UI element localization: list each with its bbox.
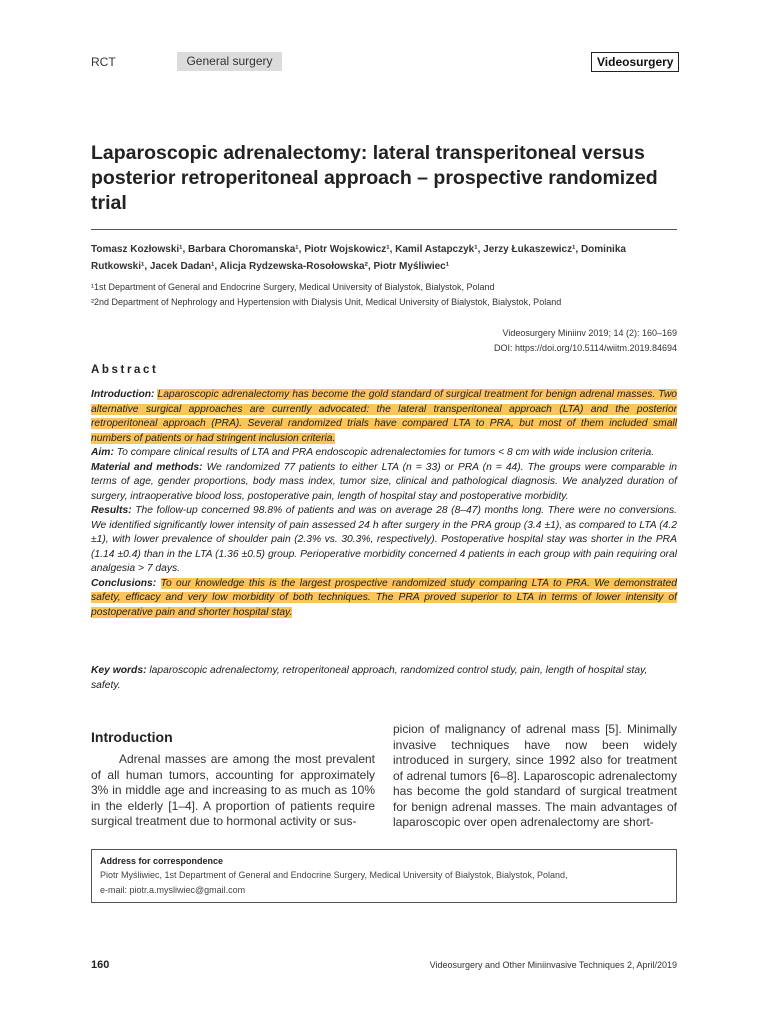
intro-text: Laparoscopic adrenalectomy has become the gold standard of surgical treatment for benign adrenal masses. Two alternative surgical approaches are currently advocated: the lateral transperitoneal approach (LTA) and the posterior retroperitoneal approach (PRA). Several randomized trials have compared LTA to PRA, but most of them included small numbers of patients or had stringent inclusion criteria. [91,389,677,444]
conclusions-label: Conclusions: [91,577,157,589]
aim-label: Aim: [91,447,114,458]
abstract-aim [91,446,677,461]
results-text: The follow-up concerned 98.8% of patients and was on average 28 (8–47) months long. There were no conversions. We identified significantly lower intensity of pain assessed 24 h after surgery in the PRA group (3.4 ±1), as compared to LTA (4.2 ±1), with lower prevalence of shoulder pain (2.3% vs. 30.3%, respectively). Postoperative hospital stay was shorter in the PRA (1.14 ±0.4) than in the LTA (1.36 ±0.5) group. Perioperative morbidity concerned 4 patients in each group with pain requiring oral analgesia > 7 days. [91,505,677,574]
correspondence-box [91,849,677,903]
keywords [91,664,677,693]
abstract-introduction [91,388,677,446]
introduction-heading: Introduction [91,729,173,745]
abstract-methods [91,461,677,505]
abstract-heading: Abstract [91,364,159,376]
page-number: 160 [91,959,110,971]
aim-text: To compare clinical results of LTA and PRA endoscopic adrenalectomies for tumors < 8 cm with wide inclusion criteria. [116,447,655,458]
section-label: RCT [91,55,116,69]
conclusions-text: To our knowledge this is the largest prospective randomized study comparing LTA to PRA. We demonstrated safety, efficacy and very low morbidity of both techniques. The PRA proved superior to LTA in terms of lower intensity of postoperative pain and shorter hospital stay. [91,577,677,618]
affiliation-1: ¹1st Department of General and Endocrine Surgery, Medical University of Bialystok, Bialystok, Poland [91,282,495,292]
abstract-conclusions [91,577,677,621]
doi-link[interactable]: DOI: https://doi.org/10.5114/wiitm.2019.84694 [494,343,677,353]
journal-reference [494,326,677,356]
article-title: Laparoscopic adrenalectomy: lateral transperitoneal versus posterior retroperitoneal approach – prospective randomized trial [91,142,658,214]
introduction-left-column: Adrenal masses are among the most prevalent of all human tumors, accounting for approximately 3% in middle age and increasing to as much as 10% in the elderly [1–4]. A proportion of patients require surgical treatment due to hormonal activity or sus- [91,752,375,828]
correspondence-email[interactable]: e-mail: piotr.a.mysliwiec@gmail.com [100,885,246,895]
methods-label: Material and methods: [91,461,203,473]
methods-text: We randomized 77 patients to either LTA (n = 33) or PRA (n = 44). The groups were comparable in terms of age, gender proportions, body mass index, tumor size, clinical and pathological diagnosis. We analyzed duration of surgery, intraoperative blood loss, postoperative pain, length of hospital stay and postoperative morbidity. [91,461,677,502]
introduction-right-column: picion of malignancy of adrenal mass [5]. Minimally invasive techniques have now been widely introduced in surgery, since 1992 also for treatment of adrenal tumors [6–8]. Laparoscopic adrenalectomy has become the gold standard of surgical treatment for benign adrenal masses. The main advantages of laparoscopic over open adrenalectomy are short- [393,722,677,829]
title-divider [91,229,677,230]
author-list: Tomasz Kozłowski¹, Barbara Choromanska¹, Piotr Wojskowicz¹, Kamil Astapczyk¹, Jerzy Łukaszewicz¹, Dominika Rutkowski¹, Jacek Dadan¹, Alicja Rydzewska-Rosołowska², Piotr Myśliwiec¹ [91,244,626,272]
keywords-text: laparoscopic adrenalectomy, retroperitoneal approach, randomized control study, pain, length of hospital stay, safety. [91,665,648,691]
results-label: Results: [91,505,132,516]
correspondence-address: Piotr Myśliwiec, 1st Department of General and Endocrine Surgery, Medical University of Bialystok, Bialystok, Poland, [100,870,568,880]
affiliation-2: ²2nd Department of Nephrology and Hypertension with Dialysis Unit, Medical University of Bialystok, Bialystok, Poland [91,297,562,307]
category-badge: General surgery [177,52,282,71]
abstract-body [91,388,677,620]
journal-tag: Videosurgery [591,52,679,72]
footer-journal: Videosurgery and Other Miniinvasive Techniques 2, April/2019 [429,960,677,970]
citation: Videosurgery Miniinv 2019; 14 (2): 160–169 [502,328,677,338]
intro-label: Introduction: [91,389,155,400]
correspondence-heading: Address for correspondence [100,856,224,866]
abstract-results [91,504,677,577]
keywords-label: Key words: [91,665,147,676]
